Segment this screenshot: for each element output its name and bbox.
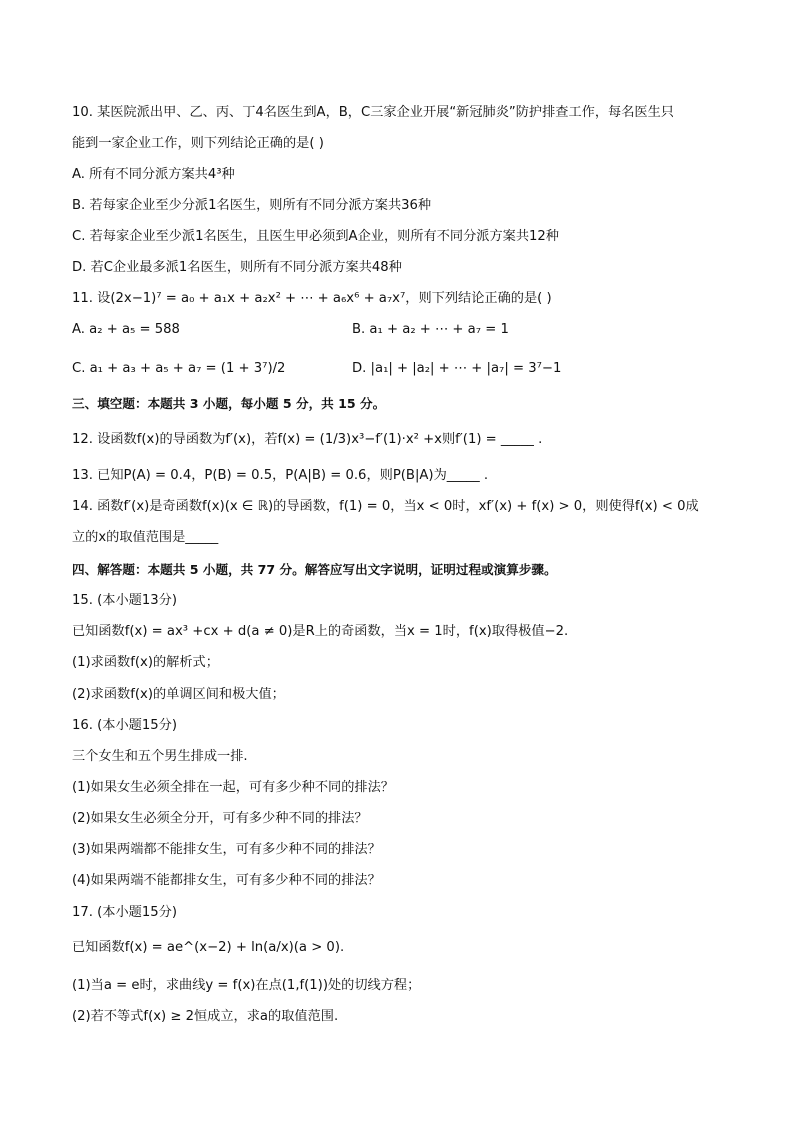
q17-part1: (1)当a = e时，求曲线y = f(x)在点(1,f(1))处的切线方程； [72, 978, 421, 993]
section-3-heading: 三、填空题：本题共 3 小题，每小题 5 分，共 15 分。 [72, 396, 386, 411]
q10-option-b: B. 若每家企业至少分派1名医生，则所有不同分派方案共36种 [72, 198, 432, 213]
q12: 12. 设函数f(x)的导函数为f′(x)，若f(x) = (1/3)x³−f′(1)·x² +x则f′(1) = _____ . [72, 432, 543, 447]
q17-stem: 已知函数f(x) = ae^(x−2) + ln(a/x)(a > 0). [72, 940, 345, 955]
q10-option-d: D. 若C企业最多派1名医生，则所有不同分派方案共48种 [72, 260, 402, 275]
q10-stem-line1: 10. 某医院派出甲、乙、丙、丁4名医生到A，B，C三家企业开展“新冠肺炎”防护排查工作，每名医生只 [72, 105, 674, 120]
q17-head: 17. (本小题15分) [72, 905, 177, 920]
q10-stem-line2: 能到一家企业工作，则下列结论正确的是( ) [72, 136, 324, 151]
q13: 13. 已知P(A) = 0.4，P(B) = 0.5，P(A|B) = 0.6，则P(B|A)为_____ . [72, 468, 489, 483]
q11-option-c: C. a₁ + a₃ + a₅ + a₇ = (1 + 3⁷)/2 [72, 361, 286, 376]
q16-part1: (1)如果女生必须全排在一起，可有多少种不同的排法？ [72, 780, 394, 795]
q16-head: 16. (本小题15分) [72, 718, 177, 733]
q16-part4: (4)如果两端不能都排女生，可有多少种不同的排法？ [72, 873, 381, 888]
q16-stem: 三个女生和五个男生排成一排. [72, 749, 248, 764]
q16-part2: (2)如果女生必须全分开，可有多少种不同的排法？ [72, 811, 368, 826]
q15-head: 15. (本小题13分) [72, 593, 177, 608]
q11-option-b: B. a₁ + a₂ + ⋯ + a₇ = 1 [352, 322, 509, 337]
q14-line1: 14. 函数f′(x)是奇函数f(x)(x ∈ ℝ)的导函数，f(1) = 0，当x < 0时，xf′(x) + f(x) > 0，则使得f(x) < 0成 [72, 499, 699, 514]
q16-part3: (3)如果两端都不能排女生，可有多少种不同的排法？ [72, 842, 381, 857]
q11-option-a: A. a₂ + a₅ = 588 [72, 322, 180, 337]
section-4-heading: 四、解答题：本题共 5 小题，共 77 分。解答应写出文字说明，证明过程或演算步骤。 [72, 562, 557, 577]
q11-option-d: D. |a₁| + |a₂| + ⋯ + |a₇| = 3⁷−1 [352, 361, 562, 376]
q15-part1: (1)求函数f(x)的解析式； [72, 655, 219, 670]
q15-part2: (2)求函数f(x)的单调区间和极大值； [72, 687, 285, 702]
q10-option-c: C. 若每家企业至少派1名医生，且医生甲必须到A企业，则所有不同分派方案共12种 [72, 229, 559, 244]
q14-line2: 立的x的取值范围是_____ [72, 530, 219, 545]
q10-option-a: A. 所有不同分派方案共4³种 [72, 167, 235, 182]
q15-stem: 已知函数f(x) = ax³ +cx + d(a ≠ 0)是R上的奇函数，当x = 1时，f(x)取得极值−2. [72, 624, 569, 639]
q11-stem: 11. 设(2x−1)⁷ = a₀ + a₁x + a₂x² + ⋯ + a₆x⁶ + a₇x⁷，则下列结论正确的是( ) [72, 291, 552, 306]
q17-part2: (2)若不等式f(x) ≥ 2恒成立，求a的取值范围. [72, 1009, 339, 1024]
